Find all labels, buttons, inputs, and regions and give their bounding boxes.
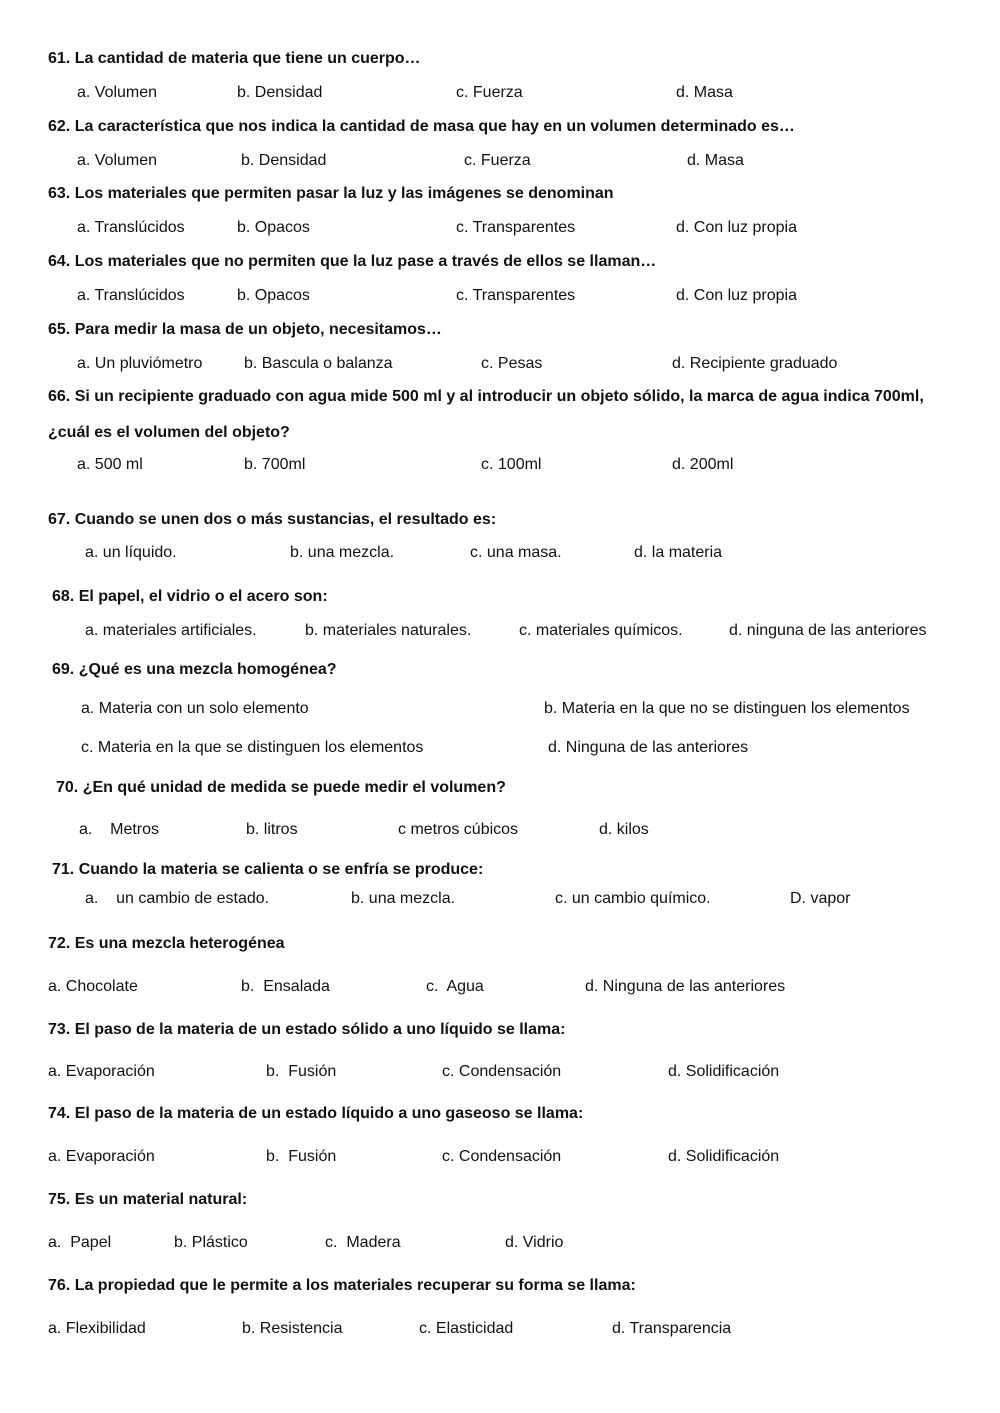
option-68-a[interactable]: a. materiales artificiales.	[85, 622, 257, 639]
option-71-a[interactable]: a. un cambio de estado.	[85, 890, 270, 907]
option-64-b[interactable]: b. Opacos	[237, 287, 310, 304]
question-72: 72. Es una mezcla heterogénea	[48, 935, 285, 952]
option-69-c[interactable]: c. Materia en la que se distinguen los elementos	[81, 739, 424, 756]
option-75-c[interactable]: c. Madera	[325, 1234, 401, 1251]
option-68-b[interactable]: b. materiales naturales.	[305, 622, 472, 639]
option-66-c[interactable]: c. 100ml	[481, 456, 542, 473]
question-71: 71. Cuando la materia se calienta o se enfría se produce:	[52, 861, 484, 878]
option-67-a[interactable]: a. un líquido.	[85, 544, 177, 561]
option-74-b[interactable]: b. Fusión	[266, 1148, 337, 1165]
option-76-a[interactable]: a. Flexibilidad	[48, 1320, 146, 1337]
option-72-b[interactable]: b. Ensalada	[241, 978, 330, 995]
option-73-d[interactable]: d. Solidificación	[668, 1063, 780, 1080]
option-64-a[interactable]: a. Translúcidos	[77, 287, 185, 304]
option-63-a[interactable]: a. Translúcidos	[77, 219, 185, 236]
option-61-a[interactable]: a. Volumen	[77, 84, 158, 101]
option-73-b[interactable]: b. Fusión	[266, 1063, 337, 1080]
option-75-b[interactable]: b. Plástico	[174, 1234, 248, 1251]
question-69: 69. ¿Qué es una mezcla homogénea?	[52, 661, 337, 678]
option-69-d[interactable]: d. Ninguna de las anteriores	[548, 739, 749, 756]
option-62-b[interactable]: b. Densidad	[241, 152, 327, 169]
option-64-d[interactable]: d. Con luz propia	[676, 287, 797, 304]
option-70-d[interactable]: d. kilos	[599, 821, 649, 838]
option-63-b[interactable]: b. Opacos	[237, 219, 310, 236]
option-61-c[interactable]: c. Fuerza	[456, 84, 523, 101]
option-70-b[interactable]: b. litros	[246, 821, 298, 838]
option-76-c[interactable]: c. Elasticidad	[419, 1320, 514, 1337]
question-63: 63. Los materiales que permiten pasar la luz y las imágenes se denominan	[48, 185, 614, 202]
question-76: 76. La propiedad que le permite a los materiales recuperar su forma se llama:	[48, 1277, 636, 1294]
option-67-b[interactable]: b. una mezcla.	[290, 544, 395, 561]
option-67-d[interactable]: d. la materia	[634, 544, 723, 561]
question-75: 75. Es un material natural:	[48, 1191, 248, 1208]
option-65-a[interactable]: a. Un pluviómetro	[77, 355, 203, 372]
option-64-c[interactable]: c. Transparentes	[456, 287, 576, 304]
question-70: 70. ¿En qué unidad de medida se puede medir el volumen?	[56, 779, 506, 796]
option-67-c[interactable]: c. una masa.	[470, 544, 562, 561]
option-74-a[interactable]: a. Evaporación	[48, 1148, 155, 1165]
option-74-d[interactable]: d. Solidificación	[668, 1148, 780, 1165]
question-67: 67. Cuando se unen dos o más sustancias, el resultado es:	[48, 511, 497, 528]
option-74-c[interactable]: c. Condensación	[442, 1148, 562, 1165]
option-62-d[interactable]: d. Masa	[687, 152, 744, 169]
option-75-d[interactable]: d. Vidrio	[505, 1234, 564, 1251]
option-71-d[interactable]: D. vapor	[790, 890, 851, 907]
option-66-d[interactable]: d. 200ml	[672, 456, 734, 473]
question-65: 65. Para medir la masa de un objeto, necesitamos…	[48, 321, 442, 338]
option-71-c[interactable]: c. un cambio químico.	[555, 890, 711, 907]
option-63-c[interactable]: c. Transparentes	[456, 219, 576, 236]
option-66-b[interactable]: b. 700ml	[244, 456, 306, 473]
option-72-a[interactable]: a. Chocolate	[48, 978, 138, 995]
question-61: 61. La cantidad de materia que tiene un cuerpo…	[48, 50, 421, 67]
option-62-c[interactable]: c. Fuerza	[464, 152, 531, 169]
option-61-d[interactable]: d. Masa	[676, 84, 733, 101]
option-69-a[interactable]: a. Materia con un solo elemento	[81, 700, 309, 717]
question-74: 74. El paso de la materia de un estado líquido a uno gaseoso se llama:	[48, 1105, 584, 1122]
option-75-a[interactable]: a. Papel	[48, 1234, 112, 1251]
question-68: 68. El papel, el vidrio o el acero son:	[52, 588, 328, 605]
option-69-b[interactable]: b. Materia en la que no se distinguen los elementos	[544, 700, 910, 717]
option-73-a[interactable]: a. Evaporación	[48, 1063, 155, 1080]
option-70-a[interactable]: a. Metros	[79, 821, 160, 838]
option-73-c[interactable]: c. Condensación	[442, 1063, 562, 1080]
option-71-b[interactable]: b. una mezcla.	[351, 890, 456, 907]
option-61-b[interactable]: b. Densidad	[237, 84, 323, 101]
option-76-d[interactable]: d. Transparencia	[612, 1320, 732, 1337]
option-72-c[interactable]: c. Agua	[426, 978, 484, 995]
option-66-a[interactable]: a. 500 ml	[77, 456, 143, 473]
option-76-b[interactable]: b. Resistencia	[242, 1320, 343, 1337]
option-65-c[interactable]: c. Pesas	[481, 355, 543, 372]
option-68-c[interactable]: c. materiales químicos.	[519, 622, 683, 639]
option-70-c[interactable]: c metros cúbicos	[398, 821, 519, 838]
option-65-b[interactable]: b. Bascula o balanza	[244, 355, 393, 372]
option-68-d[interactable]: d. ninguna de las anteriores	[729, 622, 927, 639]
option-65-d[interactable]: d. Recipiente graduado	[672, 355, 838, 372]
question-66: 66. Si un recipiente graduado con agua mide 500 ml y al introducir un objeto sólido, la marca de agua indica 700ml, ¿cuál es el volumen del objeto?	[48, 388, 924, 441]
option-72-d[interactable]: d. Ninguna de las anteriores	[585, 978, 786, 995]
question-64: 64. Los materiales que no permiten que la luz pase a través de ellos se llaman…	[48, 253, 657, 270]
question-73: 73. El paso de la materia de un estado sólido a uno líquido se llama:	[48, 1021, 566, 1038]
option-62-a[interactable]: a. Volumen	[77, 152, 158, 169]
question-62: 62. La característica que nos indica la cantidad de masa que hay en un volumen determinado es…	[48, 118, 795, 135]
option-63-d[interactable]: d. Con luz propia	[676, 219, 797, 236]
